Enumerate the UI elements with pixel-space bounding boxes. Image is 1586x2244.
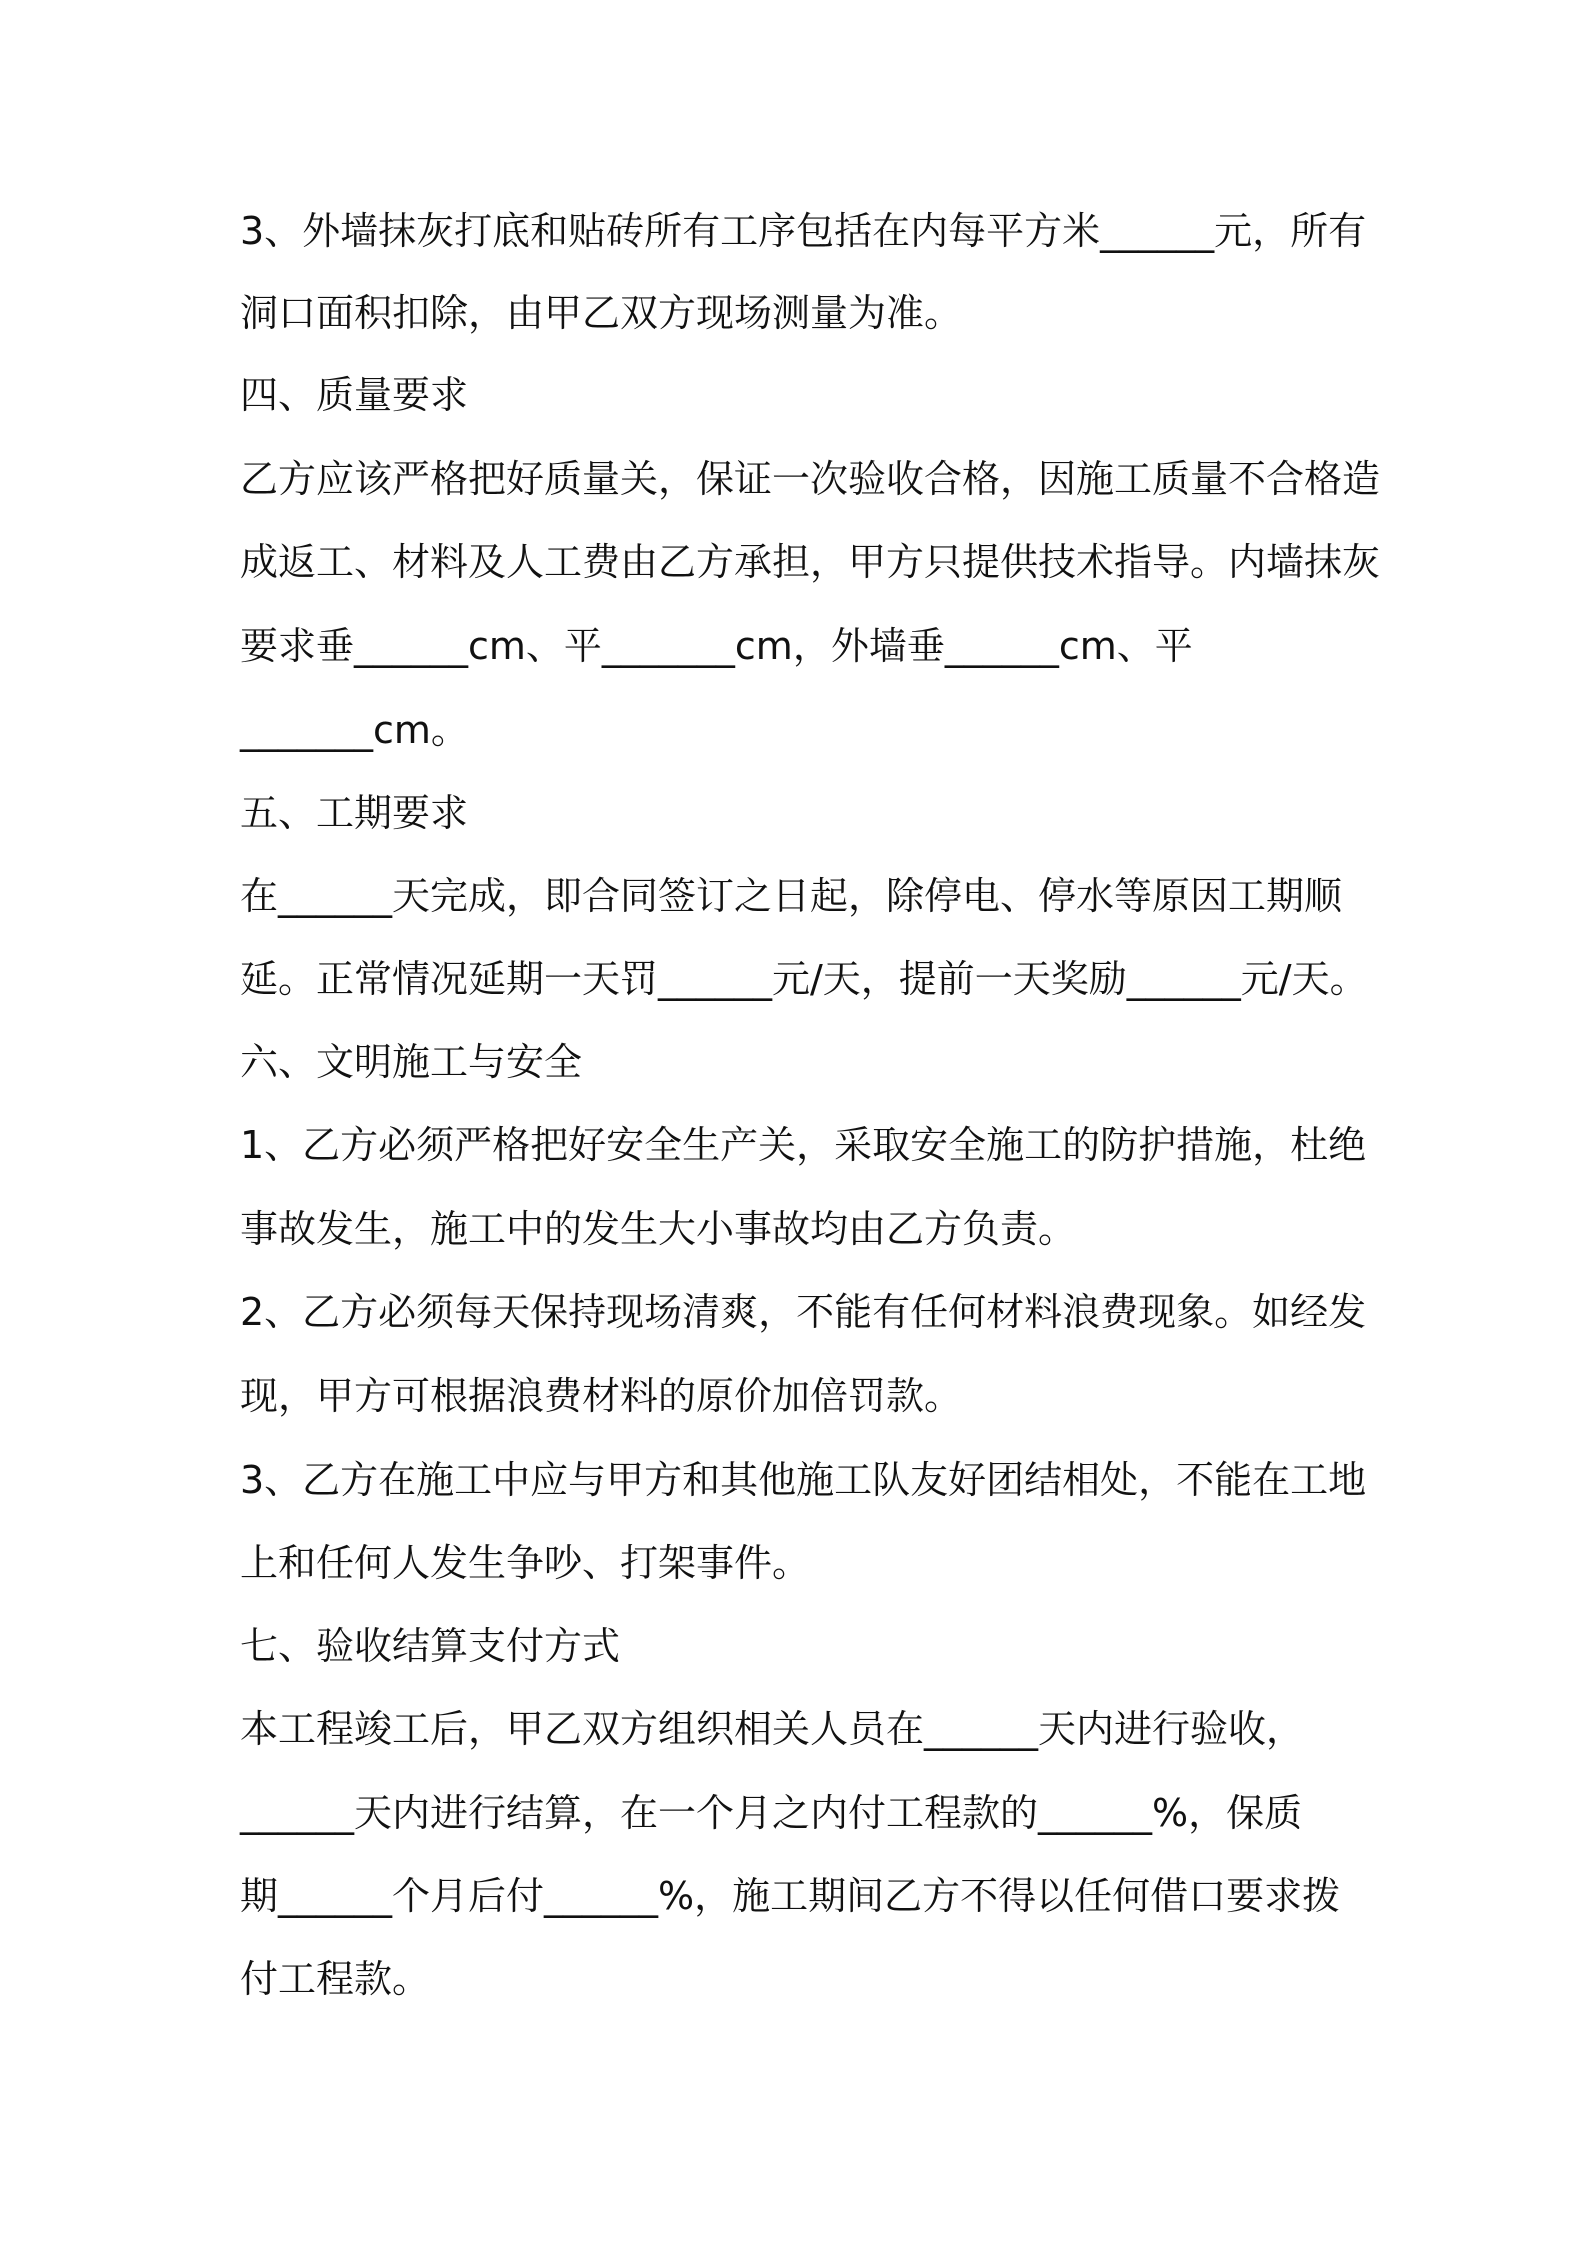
schedule-paragraph-line-2: 延。正常情况延期一天罚______元/天，提前一天奖励______元/天。	[240, 957, 1368, 1001]
safety-item-1-line-1: 1、乙方必须严格把好安全生产关，采取安全施工的防护措施，杜绝	[240, 1123, 1367, 1167]
section-heading-acceptance-payment: 七、验收结算支付方式	[240, 1624, 621, 1668]
section-heading-schedule: 五、工期要求	[240, 791, 469, 835]
payment-paragraph-line-4: 付工程款。	[240, 1957, 431, 2001]
safety-item-1-line-2: 事故发生，施工中的发生大小事故均由乙方负责。	[240, 1207, 1077, 1251]
payment-paragraph-line-2: ______天内进行结算，在一个月之内付工程款的______%，保质	[240, 1791, 1303, 1835]
schedule-paragraph-line-1: 在______天完成，即合同签订之日起，除停电、停水等原因工期顺	[240, 874, 1343, 918]
quality-paragraph-line-1: 乙方应该严格把好质量关，保证一次验收合格，因施工质量不合格造	[240, 457, 1381, 501]
section-heading-quality: 四、质量要求	[240, 373, 469, 417]
quality-paragraph-line-4: _______cm。	[240, 708, 469, 752]
safety-item-3-line-1: 3、乙方在施工中应与甲方和其他施工队友好团结相处，不能在工地	[240, 1458, 1367, 1502]
safety-item-2-line-1: 2、乙方必须每天保持现场清爽，不能有任何材料浪费现象。如经发	[240, 1290, 1367, 1334]
quality-paragraph-line-3: 要求垂______cm、平_______cm，外墙垂______cm、平	[240, 624, 1193, 668]
quality-paragraph-line-2: 成返工、材料及人工费由乙方承担，甲方只提供技术指导。内墙抹灰	[240, 540, 1381, 584]
clause-3-exterior-plaster-line-1: 3、外墙抹灰打底和贴砖所有工序包括在内每平方米______元，所有	[240, 209, 1367, 253]
safety-item-3-line-2: 上和任何人发生争吵、打架事件。	[240, 1541, 811, 1585]
section-heading-civilized-safety: 六、文明施工与安全	[240, 1040, 583, 1084]
safety-item-2-line-2: 现，甲方可根据浪费材料的原价加倍罚款。	[240, 1374, 963, 1418]
payment-paragraph-line-1: 本工程竣工后，甲乙双方组织相关人员在______天内进行验收，	[240, 1707, 1305, 1751]
clause-3-exterior-plaster-line-2: 洞口面积扣除，由甲乙双方现场测量为准。	[240, 291, 963, 335]
payment-paragraph-line-3: 期______个月后付______%，施工期间乙方不得以任何借口要求拨	[240, 1874, 1341, 1918]
